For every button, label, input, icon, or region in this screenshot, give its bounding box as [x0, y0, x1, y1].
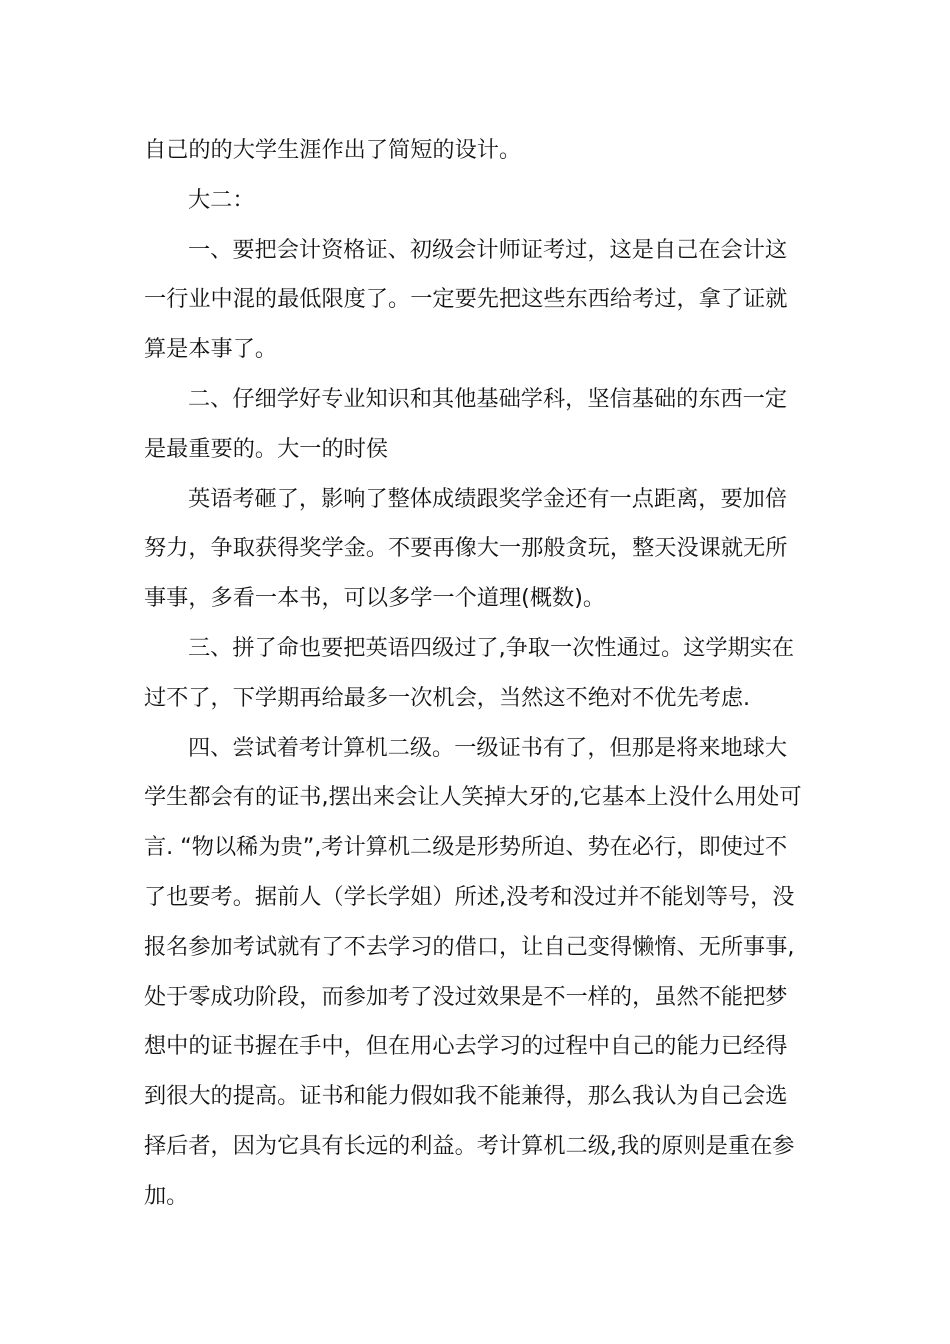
text-line: 了也要考。据前人（学长学姐）所述,没考和没过并不能划等号，没 [144, 883, 795, 910]
text-line: 择后者，因为它具有长远的利益。考计算机二级,我的原则是重在参 [144, 1132, 795, 1159]
document-body [144, 126, 812, 1222]
text-line: 自己的的大学生涯作出了简短的设计。 [144, 137, 522, 163]
text-line: 言. “物以稀为贵”,考计算机二级是形势所迫、势在必行，即使过不 [144, 834, 788, 861]
text-line: 一、要把会计资格证、初级会计师证考过，这是自己在会计这 [188, 236, 788, 263]
text-line: 一行业中混的最低限度了。一定要先把这些东西给考过，拿了证就 [144, 286, 788, 313]
text-line: 想中的证书握在手中，但在用心去学习的过程中自己的能力已经得 [144, 1033, 788, 1060]
text-line: 三、拼了命也要把英语四级过了,争取一次性通过。这学期实在 [188, 634, 795, 661]
text-line: 过不了，下学期再给最多一次机会，当然这不绝对不优先考虑. [144, 684, 751, 711]
text-line: 加。 [144, 1182, 189, 1209]
text-line: 努力，争取获得奖学金。不要再像大一那般贪玩，整天没课就无所 [144, 535, 788, 562]
text-line: 大二： [188, 186, 255, 213]
text-line: 二、仔细学好专业知识和其他基础学科，坚信基础的东西一定 [188, 385, 788, 412]
text-line: 报名参加考试就有了不去学习的借口，让自己变得懒惰、无所事事, [144, 933, 795, 960]
text-line: 事事，多看一本书，可以多学一个道理(概数)。 [144, 585, 606, 612]
text-line: 处于零成功阶段，而参加考了没过效果是不一样的，虽然不能把梦 [144, 983, 788, 1010]
text-line: 算是本事了。 [144, 336, 278, 363]
text-line: 英语考砸了，影响了整体成绩跟奖学金还有一点距离，要加倍 [188, 485, 788, 512]
text-line: 四、尝试着考计算机二级。一级证书有了，但那是将来地球大 [188, 734, 788, 761]
text-line: 是最重要的。大一的时侯 [144, 435, 389, 462]
text-line: 到很大的提高。证书和能力假如我不能兼得，那么我认为自己会选 [144, 1083, 788, 1110]
text-line: 学生都会有的证书,摆出来会让人笑掉大牙的,它基本上没什么用处可 [144, 784, 802, 811]
